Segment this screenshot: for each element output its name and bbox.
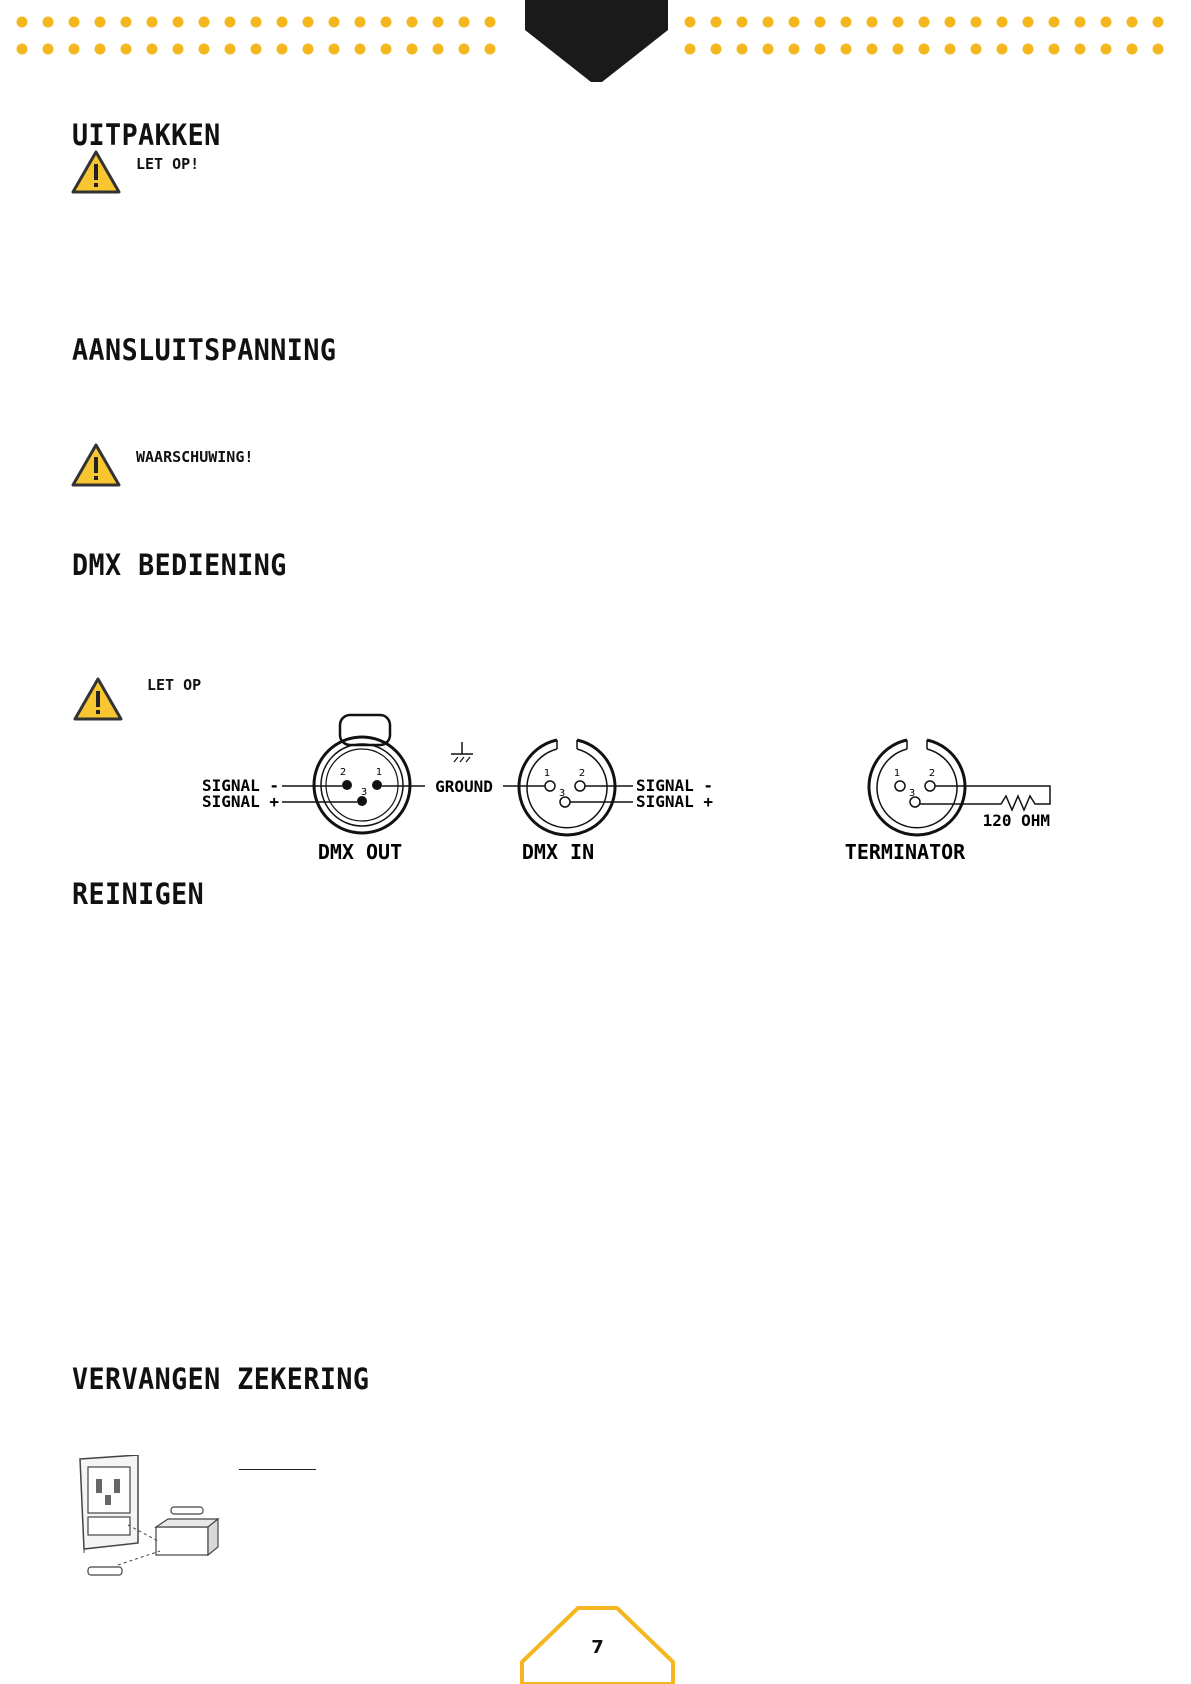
header-dot (893, 44, 904, 55)
header-dot (121, 44, 132, 55)
dmx-in-label: DMX IN (521, 840, 595, 864)
page-number: 7 (591, 1637, 604, 1658)
header-dot (459, 44, 470, 55)
header-dot (121, 17, 132, 28)
heading-reinigen: REINIGEN (72, 877, 205, 911)
header-dot (459, 17, 470, 28)
header-dot (381, 44, 392, 55)
header-dot (485, 44, 496, 55)
header-dot (173, 17, 184, 28)
header-dot (277, 17, 288, 28)
terminator-connector (869, 740, 965, 835)
header-dot (407, 17, 418, 28)
resistor-icon (920, 786, 1050, 810)
header-dot (355, 17, 366, 28)
warning-label-let-op-dmx: LET OP (147, 676, 202, 694)
header-dot (1023, 44, 1034, 55)
terminator-label: TERMINATOR (844, 840, 966, 864)
header-dot (173, 44, 184, 55)
header-dot (17, 17, 28, 28)
header-dot (867, 44, 878, 55)
header-decoration (0, 0, 1191, 90)
header-dot (147, 44, 158, 55)
fuse-holder-illustration (78, 1455, 238, 1590)
header-dot (485, 17, 496, 28)
header-dot (737, 44, 748, 55)
header-dot (355, 44, 366, 55)
header-dot (329, 44, 340, 55)
header-dot (945, 44, 956, 55)
header-dot (199, 17, 210, 28)
header-dot (225, 44, 236, 55)
header-dot (199, 44, 210, 55)
header-dot (225, 17, 236, 28)
header-dot (685, 44, 696, 55)
header-dot (251, 44, 262, 55)
dmx-in-connector (519, 740, 615, 835)
signal-minus-label-in: SIGNAL - (636, 776, 714, 795)
heading-vervangen-zekering: VERVANGEN ZEKERING (72, 1362, 370, 1396)
header-dot (1101, 44, 1112, 55)
header-dot (841, 44, 852, 55)
header-dot (303, 17, 314, 28)
header-dot (789, 44, 800, 55)
header-dot (737, 17, 748, 28)
header-dot (841, 17, 852, 28)
header-tab (525, 0, 668, 82)
header-dot (277, 44, 288, 55)
dmx-out-connector (314, 715, 410, 833)
svg-text:1: 1 (893, 768, 901, 779)
heading-dmx-bediening: DMX BEDIENING (72, 548, 287, 582)
ground-icon (451, 742, 473, 762)
header-dot (1075, 44, 1086, 55)
heading-uitpakken: UITPAKKEN (72, 118, 221, 152)
signal-minus-label-out: SIGNAL - (201, 776, 279, 795)
header-dot (147, 17, 158, 28)
resistor-label: 120 OHM (982, 811, 1050, 830)
header-dot (997, 17, 1008, 28)
svg-text:2: 2 (928, 768, 936, 779)
header-dot (971, 17, 982, 28)
header-dot (1049, 44, 1060, 55)
header-dot (919, 17, 930, 28)
header-dot (789, 17, 800, 28)
header-dot (433, 44, 444, 55)
header-dot (69, 17, 80, 28)
header-dot (329, 17, 340, 28)
header-dot (381, 17, 392, 28)
header-dot (945, 17, 956, 28)
header-dot (407, 44, 418, 55)
signal-plus-label-out: SIGNAL + (201, 792, 279, 811)
signal-plus-label-in: SIGNAL + (636, 792, 714, 811)
dmx-out-label: DMX OUT (317, 840, 403, 864)
header-dot (1101, 17, 1112, 28)
warning-label-waarschuwing: WAARSCHUWING! (136, 448, 254, 466)
header-dot (433, 17, 444, 28)
header-dot (1127, 44, 1138, 55)
warning-label-let-op: LET OP! (136, 155, 200, 173)
header-dot (711, 17, 722, 28)
header-dot (1075, 17, 1086, 28)
warning-icon (73, 677, 123, 721)
svg-text:1: 1 (543, 768, 551, 779)
warning-icon (71, 443, 121, 487)
header-dot (763, 44, 774, 55)
header-dot (711, 44, 722, 55)
header-dot (43, 44, 54, 55)
svg-text:1: 1 (375, 767, 383, 778)
header-dot (685, 17, 696, 28)
header-dot (43, 17, 54, 28)
warning-icon (71, 150, 121, 194)
svg-text:3: 3 (360, 787, 368, 798)
header-dot (1153, 44, 1164, 55)
header-dot (867, 17, 878, 28)
dmx-connector-diagram (190, 700, 1070, 870)
header-dot (1127, 17, 1138, 28)
header-dot (815, 17, 826, 28)
header-dot (1049, 17, 1060, 28)
fuse-caption-underline (239, 1469, 316, 1470)
header-dot (919, 44, 930, 55)
svg-text:2: 2 (578, 768, 586, 779)
header-dot (69, 44, 80, 55)
header-dot (95, 17, 106, 28)
svg-text:3: 3 (558, 788, 566, 799)
header-dot (971, 44, 982, 55)
header-dot (17, 44, 28, 55)
svg-text:3: 3 (908, 788, 916, 799)
header-dot (997, 44, 1008, 55)
svg-text:2: 2 (339, 767, 347, 778)
ground-label: GROUND (435, 777, 493, 796)
header-dot (763, 17, 774, 28)
heading-aansluitspanning: AANSLUITSPANNING (72, 333, 337, 367)
header-dot (1023, 17, 1034, 28)
header-dot (1153, 17, 1164, 28)
header-dot (251, 17, 262, 28)
header-dot (893, 17, 904, 28)
header-dot (815, 44, 826, 55)
header-dot (303, 44, 314, 55)
header-dot (95, 44, 106, 55)
